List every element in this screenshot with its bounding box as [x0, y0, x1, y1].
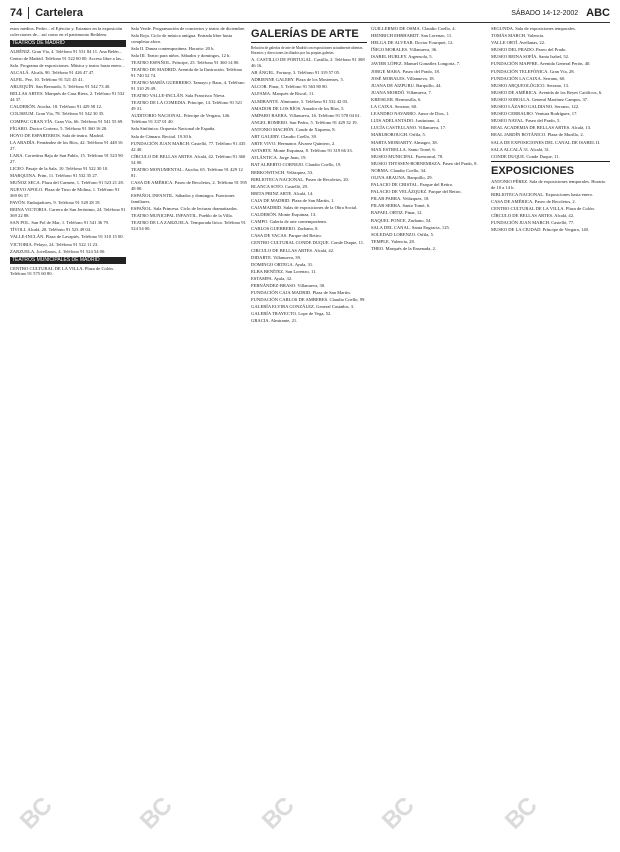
listing-entry: MUSEO THYSSEN-BORNEMISZA. Paseo del Prado, 8.	[371, 160, 478, 166]
listing-entry: MUSEO MUNICIPAL. Fuencarral, 78.	[371, 153, 444, 159]
listing-entry: GUILLERMO DE OSMA. Claudio Coello, 4.	[371, 26, 456, 31]
listing-entry: REAL ACADEMIA DE BELLAS ARTES. Alcalá, 13.	[491, 125, 592, 131]
listing-entry: REAL JARDÍN BOTÁNICO. Plaza de Murillo, 2.	[491, 132, 584, 138]
listing-entry: ALCOR. Pinar, 5. Teléfono 91 563 80 80.	[251, 84, 328, 90]
listing-entry: ISABEL HURLEY. Argensola, 5.	[371, 54, 433, 60]
listing-entry: MUÑOZ SECA. Plaza del Carmen, 1. Teléfono 91 523 21 28.	[10, 180, 124, 186]
galleries-heading: GALERÍAS DE ARTE	[251, 28, 359, 40]
listing-entry: AMADOR DE LOS RÍOS. Amador de los Ríos, 5.	[251, 105, 345, 111]
listing-entry: BERKOWITSCH. Velázquez, 53.	[251, 169, 314, 175]
listing-entry: MAX ESTRELLA. Santo Tomé, 6.	[371, 146, 436, 152]
listing-entry: Sala II. Danza contemporánea. Horario: 20 h.	[131, 46, 215, 52]
listing-entry: ASTARTE. Monte Esquinza, 8. Teléfono 91 319 66 33.	[251, 148, 353, 154]
column-5	[491, 26, 610, 846]
listing-entry: ZARZUELA. Jovellanos, 4. Teléfono 91 524 54 00.	[10, 248, 106, 254]
listing-entry: ALFIL. Pez, 10. Teléfono 91 521 45 41.	[10, 77, 84, 83]
listing-entry: MARQUINA. Prim, 11. Teléfono 91 532 35 27.	[10, 172, 99, 178]
listing-entry: FUNDACIÓN TELEFÓNICA. Gran Vía, 28.	[491, 68, 575, 74]
listing-entry: TEATRO DE MADRID. Avenida de la Ilustración. Teléfono 91 740 52 74.	[131, 67, 243, 79]
listing-entry: ARLEQUÍN. San Bernardo, 5. Teléfono 91 542 73 40.	[10, 84, 111, 90]
listing-entry: Sala Verde. Programación de conciertos y teatro de diciembre.	[131, 26, 246, 31]
listing-entry: BRITA PRINZ ARTE. Alcalá, 14.	[251, 190, 314, 196]
watermark: BC	[499, 792, 543, 835]
listing-entry: ANTONIO PÉREZ. Sala de exposiciones temporales. Horario de 10 a 14 h.	[491, 178, 606, 190]
listing-entry: PALACIO DE VELÁZQUEZ. Parque del Retiro.	[371, 189, 462, 195]
listing-entry: CALDERÓN. Monte Esquinza, 13.	[251, 212, 317, 218]
listing-entry: COLISEUM. Gran Vía, 78. Teléfono 91 542 30 35.	[10, 111, 105, 117]
page-number: 74	[10, 7, 29, 19]
listing-entry: THEO. Marqués de la Ensenada, 2.	[371, 245, 437, 251]
listing-entry: ATLÁNTICA. Jorge Juan, 19.	[251, 155, 307, 161]
listing-entry: VALLE-INCLÁN. Plaza de Lavapiés. Teléfono 91 310 15 00.	[10, 234, 124, 240]
listing-entry: HELGA DE ALVEAR. Doctor Fourquet, 12.	[371, 40, 454, 46]
listing-entry: MUSEO LÁZARO GALDIANO. Serrano, 122.	[491, 104, 580, 110]
listing-entry: MUSEO DE LA CIUDAD. Príncipe de Vergara, 140.	[491, 227, 590, 233]
listing-entry: ANGEL ROMERO. San Pedro, 5. Teléfono 91 429 32 19.	[251, 119, 358, 125]
watermark: BC	[134, 792, 178, 835]
listing-entry: TEATRO MONUMENTAL. Atocha, 65. Teléfono 91 429 12 81.	[131, 166, 243, 178]
listing-entry: LA ABADÍA. Fernández de los Ríos, 42. Teléfono 91 448 16 27.	[10, 139, 123, 151]
column-1	[10, 26, 126, 846]
section-bar: TEATROS MUNICIPALES DE MADRID	[10, 257, 126, 264]
column-2	[131, 26, 247, 846]
listing-entry: KREISLER. Hermosilla, 6.	[371, 96, 422, 102]
listing-entry: CÍRCULO DE BELLAS ARTES. Alcalá, 42. Teléfono 91 360 54 00.	[131, 153, 246, 165]
listing-entry: ELBA BENÍTEZ. San Lorenzo, 11.	[251, 268, 317, 274]
listing-entry: JOSÉ MORALES. Villanueva, 18.	[371, 75, 435, 81]
listing-entry: FUNDACIÓN CAJA MADRID. Plaza de San Martín.	[251, 290, 351, 296]
listing-entry: ANTONIO MACHÓN. Conde de Xiquena, 8.	[251, 126, 336, 132]
listing-entry: FÍGARO. Doctor Cortezo, 5. Teléfono 91 360 16 20.	[10, 125, 108, 131]
listing-entry: CAJA DE MADRID. Plaza de San Martín, 1.	[251, 197, 335, 203]
listing-entry: MUSEO ARQUEOLÓGICO. Serrano, 13.	[491, 82, 570, 88]
listing-entry: BIBLIOTECA NACIONAL. Exposiciones hasta enero.	[491, 191, 594, 197]
listing-entry: CASA DE AMÉRICA. Paseo de Recoletos, 2. Teléfono 91 595 48 00.	[131, 179, 247, 191]
listing-entry: BIBLIOTECA NACIONAL. Paseo de Recoletos, 20.	[251, 176, 349, 182]
listing-entry: SEGUNDA. Sala de exposiciones temporales.	[491, 26, 576, 31]
listing-entry: AB ÁNGEL. Fortuny, 3. Teléfono 91 319 57 05.	[251, 70, 341, 76]
listing-entry: Sala Roja. Ciclo de música antigua. Entrada libre hasta completar aforo.	[131, 33, 233, 44]
listing-entry: BELLAS ARTES. Marqués de Casa Riera, 2. Teléfono 91 532 44 37.	[10, 91, 125, 103]
section-bar: TEATROS DE MADRID	[10, 40, 126, 47]
listing-entry: MUSEO CERRALBO. Ventura Rodríguez, 17.	[491, 111, 578, 117]
listing-entry: PAVÓN. Embajadores, 9. Teléfono 91 528 28 19.	[10, 200, 101, 206]
listing-entry: FERNÁNDEZ-BRASO. Villanueva, 30.	[251, 283, 326, 288]
listing-entry: JORGE MARA. Paseo del Prado, 18.	[371, 68, 440, 74]
listing-entry: estos medios. Pedro... el Ejército y. Estamos en la exposición colecciones de... así como en el patrimonio Bethlem.	[10, 26, 123, 37]
listing-entry: HEINRICH EHRHARDT. San Lorenzo, 11.	[371, 33, 453, 39]
listing-entry: LARA. Corredera Baja de San Pablo, 15. Teléfono 91 523 90 27.	[10, 152, 123, 164]
listing-entry: ALCALÁ. Alcalá, 90. Teléfono 91 426 47 47.	[10, 70, 95, 76]
listing-entry: JAVIER LÓPEZ. Manuel González Longoria, 7.	[371, 61, 461, 67]
listing-entry: ESPAÑOL INFANTIL. Sábados y domingos. Funciones familiares.	[131, 192, 235, 204]
listing-entry: COMPAC GRAN VÍA. Gran Vía, 66. Teléfono 91 541 55 69.	[10, 118, 124, 124]
listing-entry: ART GALERY. Claudio Coello, 39.	[251, 134, 318, 140]
listing-entry: MUSEO DE AMÉRICA. Avenida de los Reyes Católicos, 6.	[491, 89, 603, 95]
listing-entry: REINA VICTORIA. Carrera de San Jerónimo, 24. Teléfono 91 369 22 88.	[10, 207, 126, 219]
listing-entry: MUSEO NAVAL. Paseo del Prado, 5.	[491, 118, 561, 124]
listing-entry: ÍÑIGO MORALES. Villanueva, 36.	[371, 47, 438, 53]
listing-entry: BLANCA SOTO. Castelló, 29.	[251, 183, 309, 189]
listing-entry: ARTE VIVO. Hermanos Álvarez Quintero, 2.	[251, 141, 336, 147]
listing-entry: TEMPLE. Valencia, 28.	[371, 238, 415, 244]
listing-entry: CAMPO. Galería de arte contemporáneo.	[251, 219, 328, 225]
listing-entry: SALA ALCALÁ 31. Alcalá, 31.	[491, 146, 551, 152]
listing-entry: ADRIENNE GALERY. Plaza de los Mostenses, 5.	[251, 77, 344, 83]
listing-entry: Sala Sinfónica. Orquesta Nacional de España.	[131, 126, 216, 132]
listing-entry: GRACIA. Almirante, 21.	[251, 318, 298, 324]
listing-entry: RAFAEL ORTIZ. Pinar, 12.	[371, 210, 423, 216]
exhibitions-heading: EXPOSICIONES	[491, 164, 575, 177]
listing-entry: GALERÍA ELVIRA GONZÁLEZ. General Castaños, 3.	[251, 304, 355, 310]
page-header	[10, 4, 610, 23]
listing-entry: CIRCULO DE BELLAS ARTES. Alcalá, 42.	[251, 247, 335, 253]
listing-entry: AMPARO BAERA. Villanueva, 16. Teléfono 91 578 04 61.	[251, 112, 361, 118]
listing-entry: AUDITORIO NACIONAL. Príncipe de Vergara, 146. Teléfono 91 337 01 40.	[131, 113, 231, 125]
galleries-intro: Relación de galerías de arte de Madrid con exposiciones actualmente abiertas. Horarios y direcciones facilitados por las propias galerías.	[251, 46, 364, 55]
listing-entry: RAQUEL PONCE. Zurbano, 54.	[371, 217, 432, 223]
listing-entry: Sala de Cámara. Recital. 19.30 h.	[131, 133, 193, 139]
listing-entry: CENTRO CULTURAL CONDE DUQUE. Conde Duque, 11.	[251, 240, 365, 246]
listing-entry: MUSEO REINA SOFÍA. Santa Isabel, 52.	[491, 54, 570, 60]
watermark: BC	[376, 792, 420, 835]
listing-entry: Sala III. Teatro para niños. Sábados y domingos, 12 h.	[131, 53, 231, 59]
listing-entry: NORMA. Claudio Coello, 34.	[371, 167, 427, 173]
listing-entry: SAN POL. San Pol de Mar, 1. Teléfono 91 541 36 79.	[10, 220, 110, 226]
listing-entry: CONDE DUQUE. Conde Duque, 11.	[491, 153, 560, 159]
heading-rule	[251, 42, 367, 43]
watermark: BC	[256, 792, 300, 835]
listing-entry: FUNDACIÓN MAPFRE. Avenida General Perón, 40.	[491, 61, 591, 67]
listing-entry: TEATRO VALLE-INCLÁN. Sala Francisco Nieva.	[131, 93, 226, 99]
listing-entry: SOLEDAD LORENZO. Orfila, 5.	[371, 231, 435, 237]
listing-entry: BAT ALBERTO CORNEJO. Claudio Coello, 19.	[251, 162, 342, 168]
listing-entry: CAJAMADRID. Salas de exposiciones de la Obra Social.	[251, 204, 358, 210]
listing-entry: TEATRO MUNICIPAL INFANTIL. Pueblo de la Villa.	[131, 212, 233, 218]
listing-entry: TEATRO MARÍA GUERRERO. Tamayo y Baus, 4. Teléfono 91 310 29 49.	[131, 80, 245, 92]
listing-entry: JUANA MORDÓ. Villanueva, 7.	[371, 89, 432, 95]
listing-entry: JUANA DE AIZPURU. Barquillo, 44.	[371, 82, 442, 88]
listing-entry: SALA DE EXPOSICIONES DEL CANAL DE ISABEL II.	[491, 139, 601, 145]
listing-entry: ESPAÑOL. Sala Princesa. Ciclo de lecturas dramatizadas.	[131, 205, 238, 211]
listing-entry: TOMÁS MARCH. Valencia.	[491, 33, 545, 39]
heading-rule	[491, 161, 610, 162]
listing-entry: LA CAIXA. Serrano, 60.	[371, 104, 418, 110]
listing-entry: TEATRO DE LA COMEDIA. Príncipe, 14. Teléfono 91 521 49 31.	[131, 100, 243, 112]
listing-entry: GALERÍA TRAYECTO. Lope de Vega, 52.	[251, 311, 332, 317]
listing-entry: CÍRCULO DE BELLAS ARTES. Alcalá, 42.	[491, 213, 575, 219]
listing-entry: A. CASTILLO DE PORTUGAL. Castilla, 2. Teléfono 91 308 46 16.	[251, 57, 365, 69]
listing-entry: TÍVOLI. Alcalá, 20. Teléfono 91 523 49 04.	[10, 227, 92, 233]
listing-entry: CASA DE AMÉRICA. Paseo de Recoletos, 2.	[491, 198, 576, 204]
listing-entry: Sala. Programa de exposiciones. Música y teatro hasta enero...	[10, 63, 125, 68]
listing-entry: FUNDACIÓN JUAN MARCH. Castelló, 77. Teléfono 91 435 42 40.	[131, 140, 246, 152]
listing-entry: ALFAMA. Marqués de Riscal, 11.	[251, 91, 315, 97]
listing-entry: PILAR SERRA. Santo Tomé, 6.	[371, 203, 431, 209]
listing-entry: NUEVO APOLO. Plaza de Tirso de Molina, 1. Teléfono 91 369 06 37.	[10, 187, 120, 199]
listing-entry: CARLOS GUERRERO. Zurbano, 8.	[251, 226, 319, 232]
listing-entry: ALMIRANTE. Almirante, 5. Teléfono 91 532 42 03.	[251, 98, 349, 104]
listing-entry: TEATRO DE LA ZARZUELA. Temporada lírica. Teléfono 91 524 54 00.	[131, 219, 246, 231]
listing-entry: CALDERÓN. Atocha, 18. Teléfono 91 429 58 12.	[10, 104, 103, 110]
listing-entry: ESTAMPA. Ayala, 32.	[251, 275, 293, 281]
section-title: Cartelera	[35, 7, 83, 19]
listing-entry: PALACIO DE CRISTAL. Parque del Retiro.	[371, 182, 454, 188]
listing-entry: Centro de Madrid. Teléfono 91 522 00 00. Acceso libre a las...	[10, 55, 125, 61]
listing-entry: VALLE ORTÍ. Avellanas, 22.	[491, 40, 546, 46]
listing-entry: FUNDACIÓN JUAN MARCH. Castelló, 77.	[491, 220, 575, 226]
listing-entry: HOYO DE ESPARTEROS. Sala de teatro. Madrid.	[10, 132, 105, 138]
listing-entry: LEANDRO NAVARRO. Amor de Dios, 1.	[371, 111, 450, 117]
listing-entry: LUCÍA CASTELLANO. Villanueva, 17.	[371, 125, 447, 131]
listing-entry: MUSEO DEL PRADO. Paseo del Prado.	[491, 47, 567, 53]
listing-entry: FUNDACIÓN LA CAIXA. Serrano, 60.	[491, 75, 566, 81]
listing-entry: MARLBOROUGH. Orfila, 5.	[371, 132, 426, 138]
listing-entry: SALA DEL CANAL. Santa Engracia, 125.	[371, 224, 450, 230]
listing-entry: DIDARTE. Villanueva, 39.	[251, 254, 302, 260]
listing-entry: ALBÉNIZ. Gran Vía, 4. Teléfono 91 531 84 11. Ana Belén...	[10, 48, 122, 54]
listing-entry: VICTORIA. Pelayo, 24. Teléfono 91 522 11 23.	[10, 241, 99, 247]
listing-entry: TEATRO ESPAÑOL. Príncipe, 25. Teléfono 91 360 14 80.	[131, 60, 240, 66]
watermark: BC	[14, 792, 58, 835]
listing-entry: MARTA MORIARTY. Almagro, 38.	[371, 139, 438, 145]
listings-columns	[10, 26, 610, 846]
listing-entry: DOMINGO ORTEGA. Ayala, 31.	[251, 261, 314, 267]
listing-entry: PILAR PARRA. Velázquez, 18.	[371, 196, 430, 202]
listing-entry: CASA DE VACAS. Parque del Retiro.	[251, 233, 322, 239]
column-3	[251, 26, 367, 846]
listing-entry: LUIS ADELANTADO. Justiniano, 4.	[371, 118, 441, 124]
listing-entry: FUNDACIÓN CARLOS DE AMBERES. Claudio Coello, 99.	[251, 297, 366, 303]
column-4	[371, 26, 487, 846]
listing-entry: CENTRO CULTURAL DE LA VILLA. Plaza de Colón.	[491, 205, 595, 211]
listing-entry: MUSEO SOROLLA. General Martínez Campos, 37.	[491, 96, 589, 102]
issue-date: SÁBADO 14-12-2002	[511, 9, 579, 17]
listing-entry: OLIVA ARAUNA. Barquillo, 29.	[371, 174, 433, 180]
newspaper-logo: ABC	[586, 7, 610, 19]
listing-entry: LICEO. Pasaje de la Sala, 10. Teléfono 91 522 30 10.	[10, 165, 109, 171]
listing-entry: CENTRO CULTURAL DE LA VILLA. Plaza de Colón. Teléfono 91 575 60 80.	[10, 265, 114, 277]
